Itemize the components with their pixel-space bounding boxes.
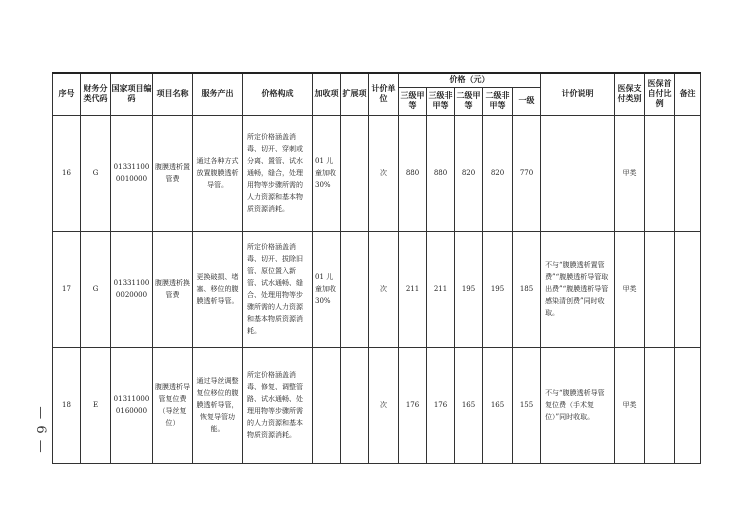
header-price-group: 价格（元） — [399, 73, 541, 87]
fee-table — [52, 72, 701, 464]
header-level-tertiary-a: 三级甲等 — [399, 87, 427, 115]
cell-remarks — [675, 115, 701, 231]
cell-insurance-category: 甲类 — [615, 231, 645, 347]
cell-pricing-note: 不与“腹膜透析置管费”“腹膜透析导管取出费”“腹膜透析导管感染清创费”同时收取。 — [541, 231, 615, 347]
cell-remarks — [675, 231, 701, 347]
cell-finance-code: G — [81, 115, 111, 231]
cell-insurance-category: 甲类 — [615, 347, 645, 463]
cell-extension-item — [341, 347, 369, 463]
cell-price-composition: 所定价格涵盖消毒、切开、穿刺或分离、置管、试水通畅，缝合，处理用物等步骤所需的人力资源和基本物质资源消耗。 — [243, 115, 313, 231]
table-row — [53, 115, 701, 231]
cell-price-secondary-a: 195 — [455, 231, 483, 347]
cell-self-pay-ratio — [645, 347, 675, 463]
cell-seq: 16 — [53, 115, 81, 231]
cell-self-pay-ratio — [645, 231, 675, 347]
header-remarks: 备注 — [675, 73, 701, 115]
cell-price-tertiary-non-a: 211 — [427, 231, 455, 347]
header-extension-item: 扩展项 — [341, 73, 369, 115]
cell-pricing-unit: 次 — [369, 231, 399, 347]
header-item-name: 项目名称 — [153, 73, 193, 115]
cell-self-pay-ratio — [645, 115, 675, 231]
cell-price-tertiary-non-a: 176 — [427, 347, 455, 463]
cell-service-output: 更换破损、堵塞、移位的腹膜透析导管。 — [193, 231, 243, 347]
cell-remarks — [675, 347, 701, 463]
cell-addon-item — [313, 347, 341, 463]
cell-insurance-category: 甲类 — [615, 115, 645, 231]
cell-national-code: 013110000160000 — [111, 347, 153, 463]
cell-extension-item — [341, 231, 369, 347]
cell-addon-item: 01 儿童加收30% — [313, 231, 341, 347]
cell-price-secondary-non-a: 195 — [483, 231, 513, 347]
header-level-secondary-a: 二级甲等 — [455, 87, 483, 115]
header-pricing-note: 计价说明 — [541, 73, 615, 115]
table-row — [53, 347, 701, 463]
cell-price-composition: 所定价格涵盖消毒、切开、拔除旧管、原位置入新管、试水通畅、缝合、处理用物等步骤所需的人力资源和基本物质资源消耗。 — [243, 231, 313, 347]
header-insurance-category: 医保支付类别 — [615, 73, 645, 115]
cell-pricing-unit: 次 — [369, 347, 399, 463]
cell-pricing-unit: 次 — [369, 115, 399, 231]
cell-item-name: 腹膜透析换管费 — [153, 231, 193, 347]
cell-seq: 18 — [53, 347, 81, 463]
cell-price-primary: 770 — [513, 115, 541, 231]
cell-pricing-note — [541, 115, 615, 231]
cell-price-primary: 155 — [513, 347, 541, 463]
header-level-primary: 一级 — [513, 87, 541, 115]
cell-pricing-note: 不与“腹膜透析导管复位费（手术复位）”同时收取。 — [541, 347, 615, 463]
header-addon-item: 加收项 — [313, 73, 341, 115]
cell-price-tertiary-a: 176 — [399, 347, 427, 463]
header-level-secondary-non-a: 二级非甲等 — [483, 87, 513, 115]
header-self-pay-ratio: 医保首自付比例 — [645, 73, 675, 115]
cell-price-tertiary-a: 880 — [399, 115, 427, 231]
header-row-top — [53, 73, 701, 87]
cell-price-secondary-a: 165 — [455, 347, 483, 463]
header-service-output: 服务产出 — [193, 73, 243, 115]
header-price-composition: 价格构成 — [243, 73, 313, 115]
header-finance-code: 财务分类代码 — [81, 73, 111, 115]
cell-seq: 17 — [53, 231, 81, 347]
cell-price-composition: 所定价格涵盖消毒、修复、调整管路、试水通畅、处理用物等步骤所需的人力资源和基本物质资源消耗。 — [243, 347, 313, 463]
cell-item-name: 腹膜透析导管复位费（导丝复位） — [153, 347, 193, 463]
page-number: — 6 — — [33, 406, 49, 454]
cell-price-tertiary-non-a: 880 — [427, 115, 455, 231]
cell-addon-item: 01 儿童加收30% — [313, 115, 341, 231]
header-pricing-unit: 计价单位 — [369, 73, 399, 115]
header-level-tertiary-non-a: 三级非甲等 — [427, 87, 455, 115]
cell-finance-code: E — [81, 347, 111, 463]
cell-price-tertiary-a: 211 — [399, 231, 427, 347]
table-row — [53, 231, 701, 347]
header-national-code: 国家项目编码 — [111, 73, 153, 115]
cell-service-output: 通过导丝调整复位移位的腹膜透析导管，恢复导管功能。 — [193, 347, 243, 463]
cell-item-name: 腹膜透析置管费 — [153, 115, 193, 231]
cell-price-secondary-non-a: 820 — [483, 115, 513, 231]
header-seq: 序号 — [53, 73, 81, 115]
cell-national-code: 013311000020000 — [111, 231, 153, 347]
cell-price-secondary-a: 820 — [455, 115, 483, 231]
cell-service-output: 通过各种方式放置腹膜透析导管。 — [193, 115, 243, 231]
cell-extension-item — [341, 115, 369, 231]
cell-price-secondary-non-a: 165 — [483, 347, 513, 463]
cell-finance-code: G — [81, 231, 111, 347]
cell-price-primary: 185 — [513, 231, 541, 347]
cell-national-code: 013311000010000 — [111, 115, 153, 231]
